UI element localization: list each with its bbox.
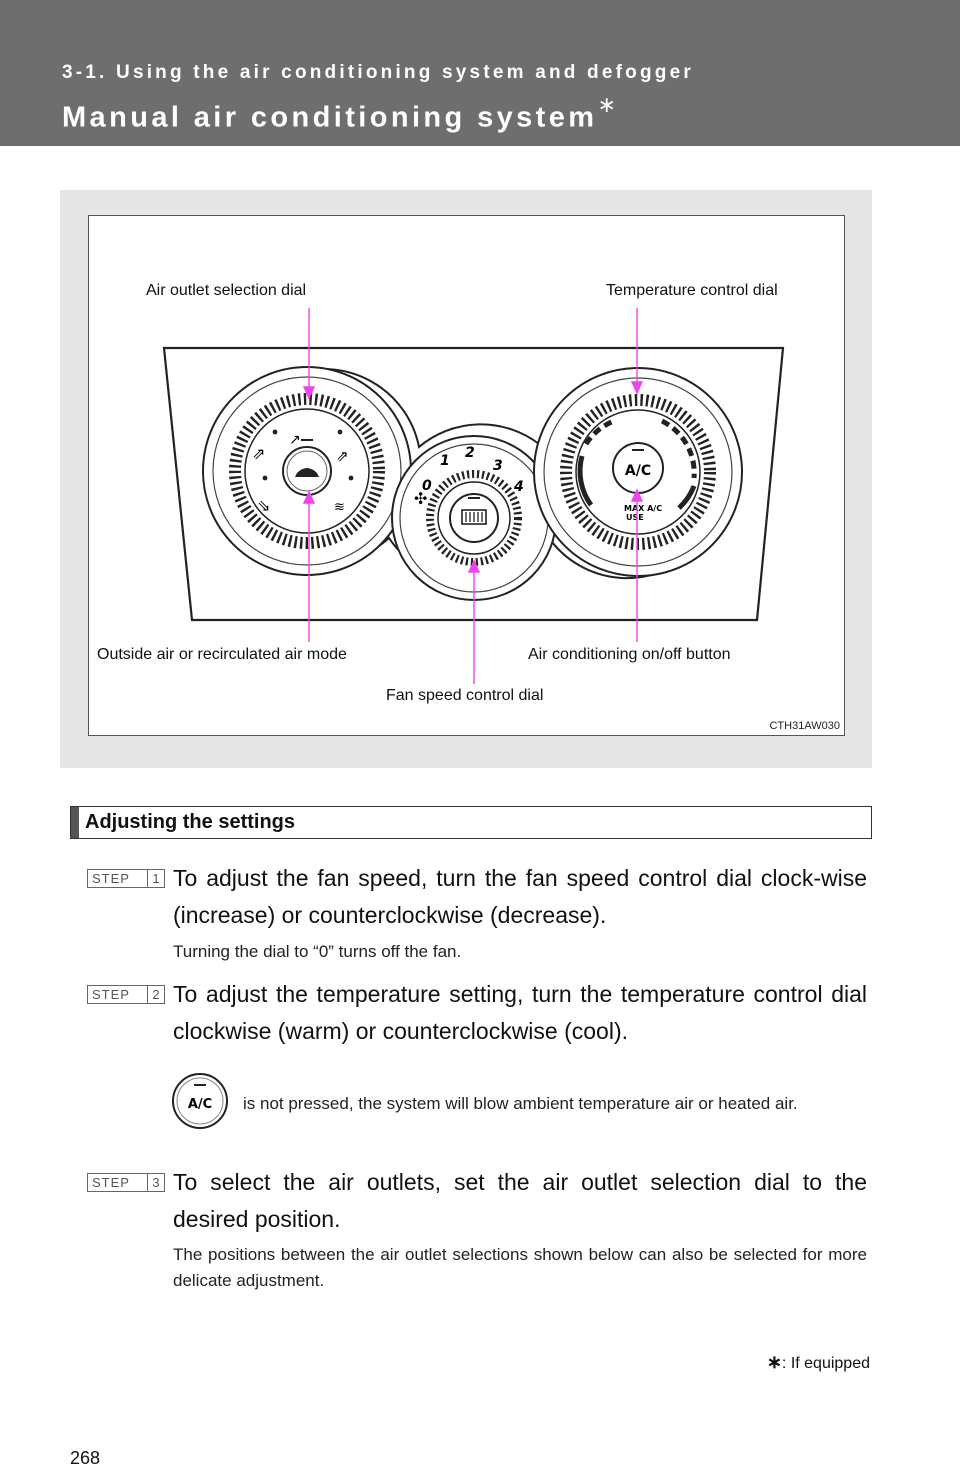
bilevel-vent-icon: ⇗	[252, 444, 266, 463]
step-3-badge	[87, 1173, 165, 1192]
foot-vent-icon: ⇘	[257, 496, 271, 515]
step-3-note: The positions between the air outlet selections shown below can also be selected for more delicate adjustment.	[173, 1245, 867, 1290]
chapter-header	[0, 0, 960, 146]
fan-level-2: 2	[465, 445, 475, 461]
footnote-text: : If equipped	[781, 1355, 870, 1372]
page-title-text: Manual air conditioning system	[62, 101, 598, 134]
step-2-badge	[87, 985, 165, 1004]
defrost-icon: ≋	[334, 500, 345, 515]
section-title: 3-1. Using the air conditioning system and defogger	[62, 62, 694, 83]
step-label: STEP	[92, 1175, 130, 1190]
footnote	[767, 1352, 870, 1373]
footnote-mark: ∗	[766, 1352, 782, 1372]
if-equipped-mark: ∗	[597, 92, 616, 117]
step-number: 3	[147, 1174, 164, 1191]
page-title	[62, 92, 616, 135]
step-label: STEP	[92, 871, 130, 886]
step-2-note: is not pressed, the system will blow ambient temperature air or heated air.	[243, 1094, 798, 1113]
callout-fan-speed-dial: Fan speed control dial	[386, 687, 544, 704]
step-1-badge	[87, 869, 165, 888]
callout-temperature-dial: Temperature control dial	[606, 282, 778, 299]
callout-outside-air-mode: Outside air or recirculated air mode	[97, 646, 347, 663]
ac-icon-label: A/C	[187, 1097, 213, 1112]
max-ac-label: MAX A/C	[624, 504, 663, 513]
step-number: 1	[147, 870, 164, 887]
fan-level-3: 3	[493, 458, 503, 474]
callout-air-outlet-dial: Air outlet selection dial	[146, 282, 307, 299]
subsection-title: Adjusting the settings	[85, 811, 295, 833]
fan-level-1: 1	[440, 453, 450, 469]
fan-level-4: 4	[514, 479, 524, 495]
callout-ac-button: Air conditioning on/off button	[528, 646, 731, 663]
air-outlet-dial	[203, 367, 411, 575]
step-number: 2	[147, 986, 164, 1003]
ac-button-label: A/C	[624, 463, 652, 479]
page-number: 268	[70, 1448, 101, 1468]
foot-defrost-icon: ⇗	[336, 447, 349, 465]
svg-text:✣: ✣	[414, 489, 428, 508]
step-3-text: To select the air outlets, set the air outlet selection dial to the desired position.	[173, 1169, 867, 1232]
use-label: USE	[626, 513, 644, 522]
temperature-dial	[534, 368, 742, 576]
figure-code: CTH31AW030	[769, 720, 840, 732]
step-1-note: Turning the dial to “0” turns off the fan.	[173, 942, 462, 961]
fan-level-0: 0	[422, 478, 432, 494]
heading-bar	[71, 807, 79, 838]
face-vent-icon: ↗	[289, 432, 301, 448]
subsection-heading	[70, 806, 872, 839]
control-panel-figure	[88, 215, 845, 736]
step-2-text: To adjust the temperature setting, turn the temperature control dial clockwise (warm) or counterclockwise (cool).	[173, 981, 867, 1044]
step-label: STEP	[92, 987, 130, 1002]
step-1-text: To adjust the fan speed, turn the fan speed control dial clock-wise (increase) or counterclockwise (decrease).	[173, 865, 867, 928]
